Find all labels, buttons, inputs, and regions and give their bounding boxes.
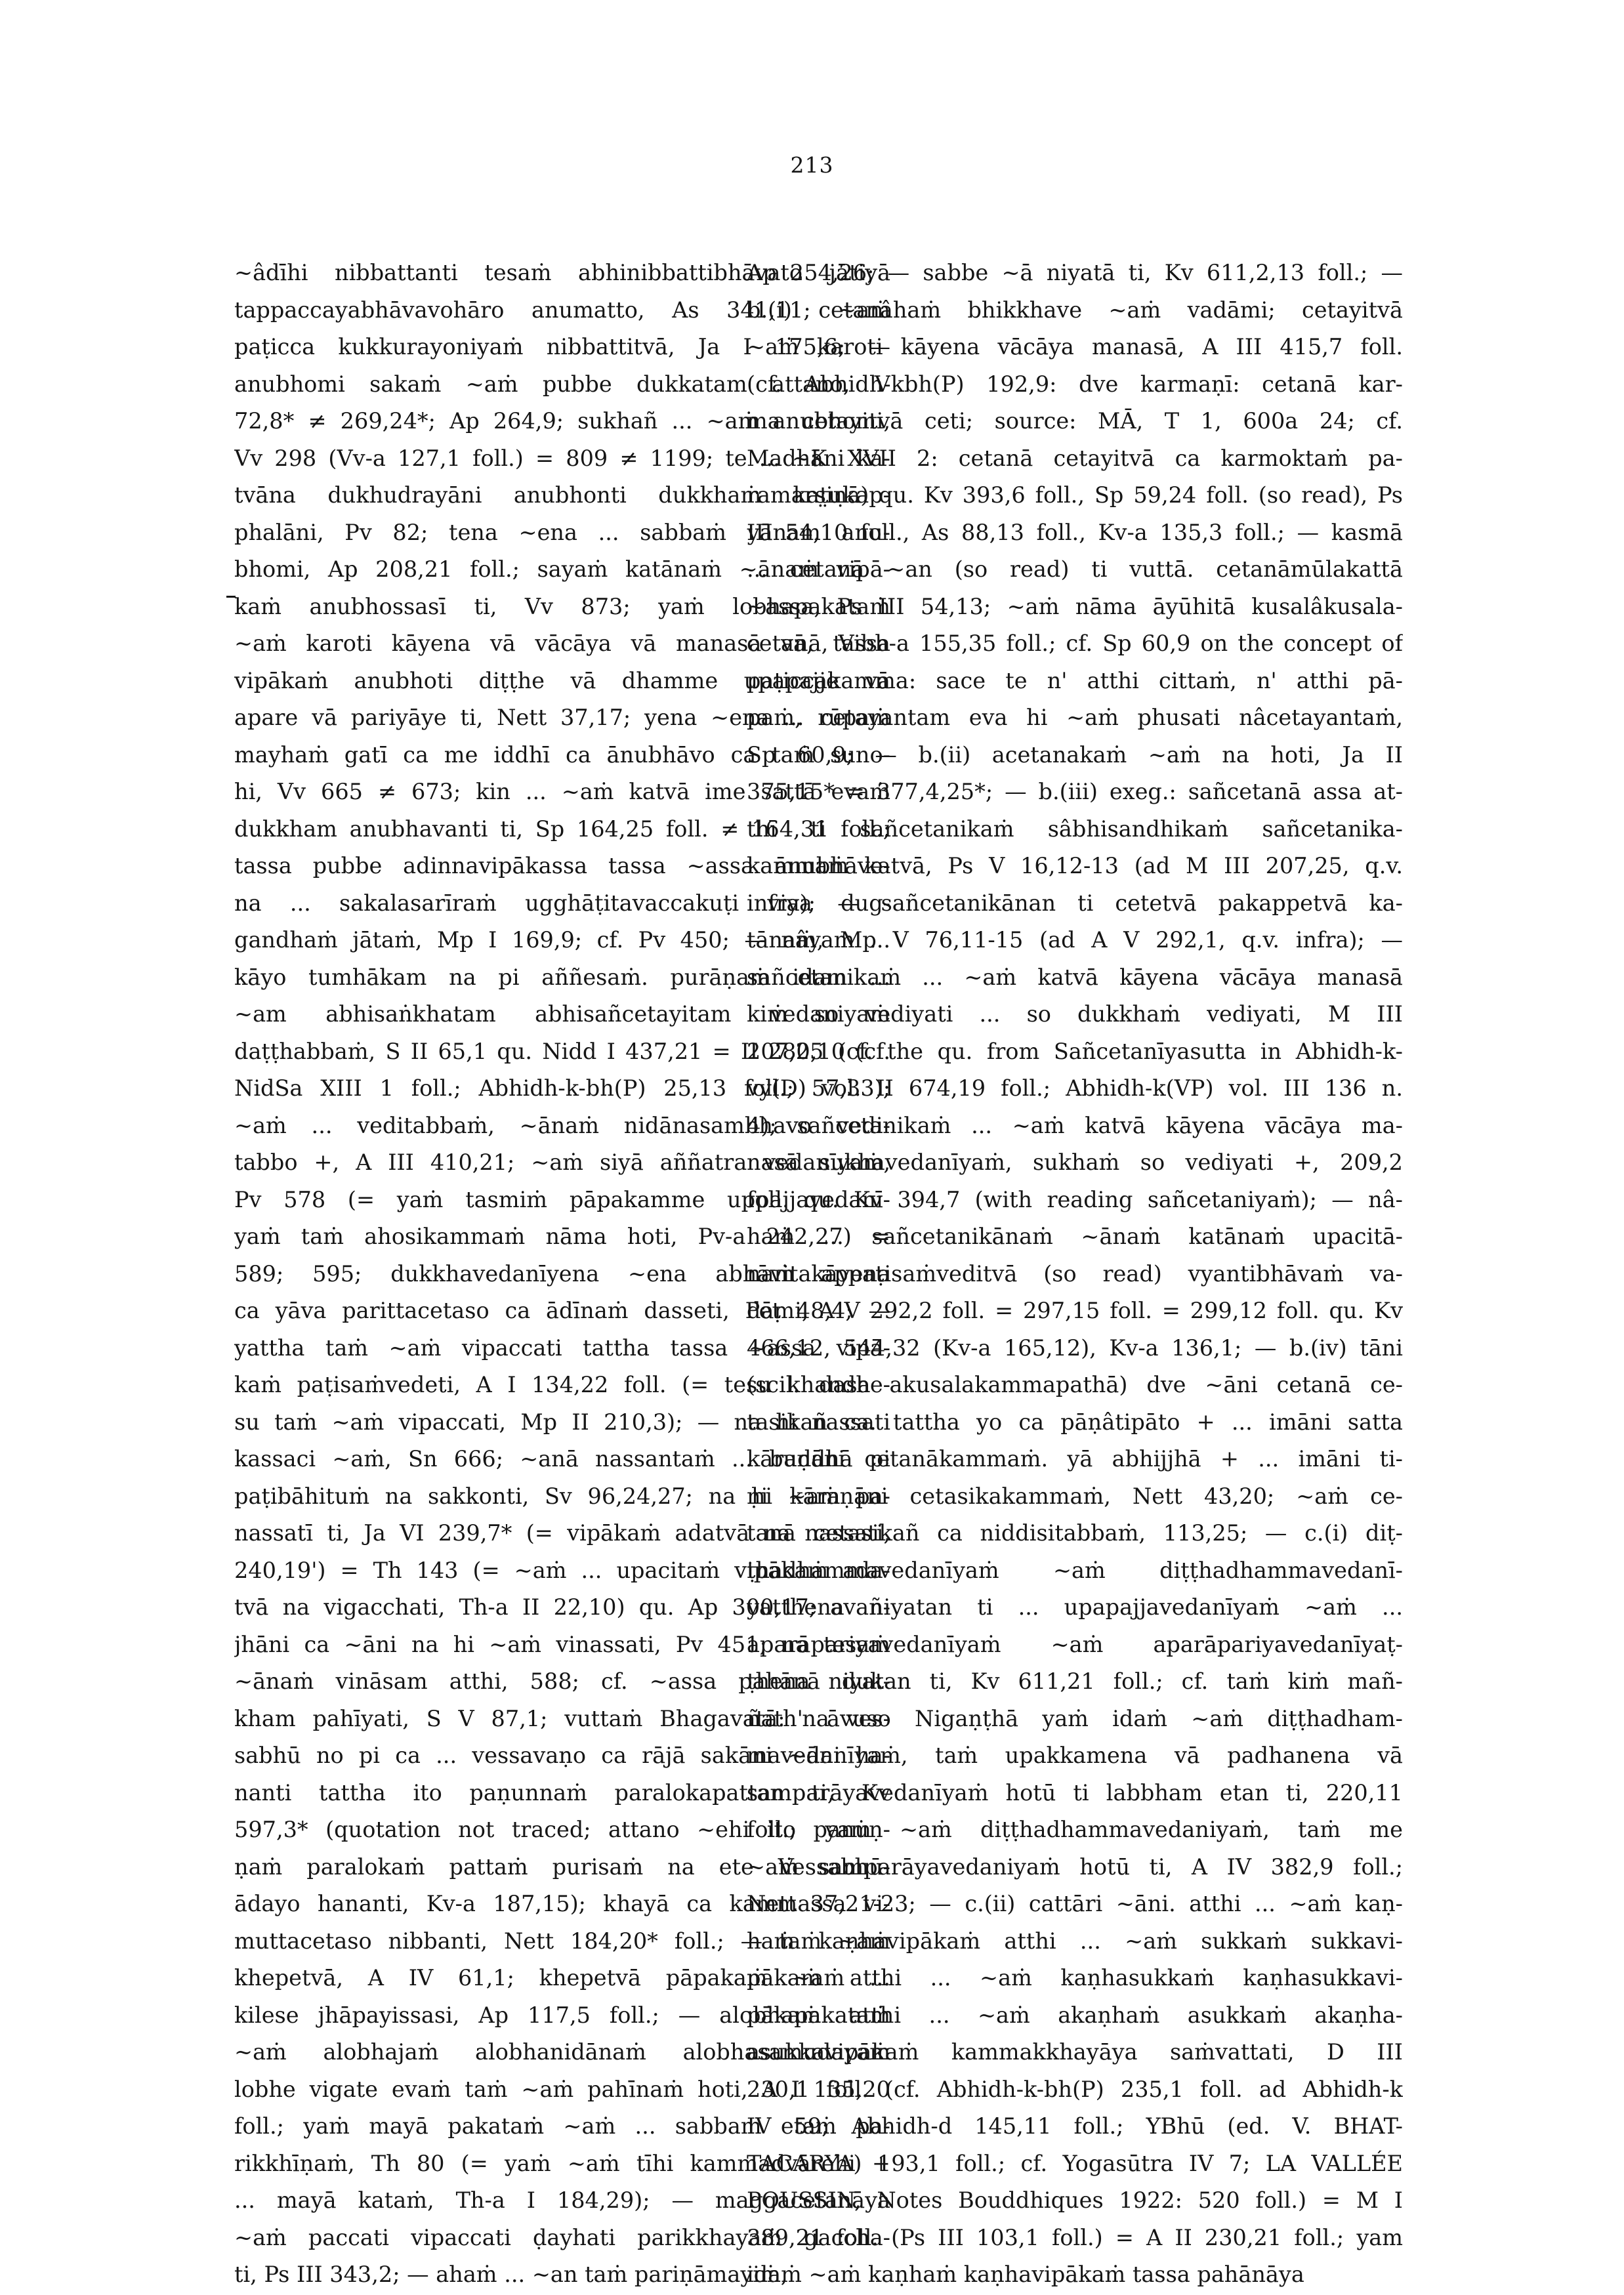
text-line: asukkavipākaṁ kammakkhayāya saṁvattati, D III <box>747 2039 1403 2065</box>
text-line: nanti tattha ito paṇunnaṁ paralokapattan ti, Kv <box>234 1779 890 1806</box>
text-line: sañcetanikaṁ ... ~aṁ katvā kāyena vācāya manasā <box>747 964 1403 990</box>
text-line: mavedanīyaṁ, taṁ upakkamena vā padhanena vā <box>747 1743 1403 1768</box>
text-line: ~âdīhi nibbattanti tesaṁ abhinibbattibhāvato jātiyā <box>234 260 890 285</box>
text-line: 597,3* (quotation not traced; attano ~ehi ito panuṇ- <box>234 1817 890 1842</box>
text-line: ~aṁ karoti kāyena vā vācāya vā manasā vā, tassa <box>234 631 890 656</box>
text-line: kammaṁ katvā, Ps V 16,12-13 (ad M III 207,25, q.v. <box>747 853 1403 879</box>
text-line: paṁ, cetayantam eva hi ~aṁ phusati nâcetayantaṁ, <box>747 705 1403 730</box>
text-line: tvā na vigacchati, Th-a II 22,10) qu. Ap 300,17; avañ- <box>234 1594 890 1620</box>
text-line: kāyo tumhākam na pi aññesaṁ. purāṇaṁ idam ... <box>234 964 890 990</box>
text-line: vy(D) vol. II 674,19 foll.; Abhidh-k(VP) vol. III 136 n. <box>747 1075 1403 1101</box>
text-line: rikkhīṇaṁ, Th 80 (= yaṁ ~aṁ tīhi kammadvārehi + <box>234 2150 890 2176</box>
text-line: foll.; yaṁ ~aṁ diṭṭhadhammavedaniyaṁ, taṁ me <box>747 1817 1403 1842</box>
text-line: 240,19') = Th 143 (= ~aṁ ... upacitaṁ vipākaṁ ada- <box>234 1557 890 1583</box>
text-line: sabhū no pi ca ... vessavaṇo ca rājā sakāni ~āni ha- <box>234 1743 890 1768</box>
text-line: tabbo +, A III 410,21; ~aṁ siyā aññatra vedanīyaṁ, <box>234 1149 890 1175</box>
text-line: 589; 595; dukkhavedanīyena ~ena abhāvitakāyena <box>234 1260 890 1287</box>
text-line: nassatī ti, Ja VI 239,7* (= vipākaṁ adatvā na nassati, <box>234 1520 890 1546</box>
text-line: ... mayā kataṁ, Th-a I 184,29); — maggacetanāya <box>234 2187 890 2213</box>
text-line: kaṁ paṭisaṁvedeti, A I 134,22 foll. (= tesu khandhe- <box>234 1372 890 1397</box>
text-line: paṭibāhituṁ na sakkonti, Sv 96,24,27; na hi ~aṁ pa- <box>234 1483 890 1509</box>
text-line: vipākaṁ anubhoti diṭṭhe vā dhamme upapajje vā <box>234 667 890 693</box>
text-line: ñath' āvuso Nigaṇṭhā yaṁ idaṁ ~aṁ diṭṭhadham- <box>747 1705 1403 1731</box>
text-line: 466,12, 544,32 (Kv-a 165,12), Kv-a 136,1; — b.(iv) tāni <box>747 1334 1403 1361</box>
text-line: dāmi, A V 292,2 foll. = 297,15 foll. = 299,12 foll. qu. Kv <box>747 1298 1403 1323</box>
text-line: pākaṁ atthi ... ~aṁ akaṇhaṁ asukkaṁ akaṇha- <box>747 2002 1403 2028</box>
text-line: ramarṣiṇā) qu. Kv 393,6 foll., Sp 59,24 foll. (so read), Ps <box>747 482 1403 508</box>
text-line: tasikañ ca. tattha yo ca pāṇâtipāto + ... imāni satta <box>747 1409 1403 1435</box>
text-line: idaṁ ~aṁ kaṇhaṁ kaṇhavipākaṁ tassa pahānāya <box>747 2262 1304 2287</box>
text-line: anubhomi sakaṁ ~aṁ pubbe dukkatam attano, V <box>234 371 890 397</box>
text-line: su taṁ ~aṁ vipaccati, Mp II 210,3); — na hi nassati <box>234 1409 890 1435</box>
text-line: phalāni, Pv 82; tena ~ena ... sabbaṁ yānam anu- <box>234 519 890 545</box>
text-line: 230,1 foll. (cf. Abhidh-k-bh(P) 235,1 foll. ad Abhidh-k <box>747 2076 1403 2102</box>
text-line: foll.; yaṁ mayā pakataṁ ~aṁ ... sabbam etaṁ pa- <box>234 2113 890 2139</box>
text-line: yaṁ taṁ ahosikammaṁ nāma hoti, Pv-a 242,27) = <box>234 1224 890 1249</box>
text-line: nasā sukhavedanīyaṁ, sukhaṁ so vediyati +, 209,2 <box>747 1149 1403 1175</box>
text-line: TACARYA) 193,1 foll.; cf. Yogasūtra IV 7; LA VALLÉE <box>747 2150 1403 2176</box>
text-line: kham pahīyati, S V 87,1; vuttaṁ Bhagavatā: na ves- <box>234 1705 890 1731</box>
text-line: aparāpariyavedanīyaṁ ~aṁ aparāpariyavedanīyaṭ- <box>747 1631 1403 1657</box>
text-line: Sp 60,9; — b.(ii) acetanakaṁ ~aṁ na hoti, Ja II <box>747 741 1403 768</box>
text-line: samparāyavedanīyaṁ hotū ti labbham etan ti, 220,11 <box>747 1779 1403 1806</box>
text-line: kassaci ~aṁ, Sn 666; ~anā nassantaṁ ... buddhā pi <box>234 1446 890 1472</box>
text-line: (scil. dasa akusalakammapathā) dve ~āni cetanā ce- <box>747 1372 1403 1397</box>
text-line: 207,25 (cf. the qu. from Sañcetanīyasutta in Abhidh-k- <box>747 1038 1403 1064</box>
text-line: gandhaṁ jātaṁ, Mp I 169,9; cf. Pv 450; — nâyam ... <box>234 927 890 953</box>
text-line: ~aṁ karoti kāyena vācāya manasā, A III 415,7 foll. <box>747 334 1403 360</box>
text-line: ṇaṁ paralokaṁ pattaṁ purisaṁ na ete Vessabhū- <box>234 1853 890 1880</box>
text-line: NidSa XIII 1 foll.; Abhidh-k-bh(P) 25,13 foll.; 57,33); <box>234 1075 890 1101</box>
text-line: ṭhena niyatan ti, Kv 611,21 foll.; cf. taṁ kiṁ mañ- <box>747 1668 1403 1694</box>
text-line: (cf. Abhidh-kbh(P) 192,9: dve karmaṇī: cetanā kar- <box>747 371 1403 397</box>
text-line: haṁ ... sañcetanikānaṁ ~ānaṁ katānaṁ upacitā- <box>747 1224 1403 1249</box>
text-line: jhāni ca ~āni na hi ~aṁ vinassati, Pv 451; na tesaṁ <box>234 1631 890 1657</box>
text-line: tānaṁ, Mp V 76,11-15 (ad A V 292,1, q.v. infra); — <box>747 927 1403 953</box>
text-line: Nett 37,21-23; — c.(ii) cattāri ~āni. atthi ... ~aṁ kaṇ- <box>747 1891 1403 1916</box>
text-line: ti, Ps III 343,2; — ahaṁ ... ~an taṁ pariṇāmayiṁ, <box>234 2262 788 2287</box>
text-line: ādayo hananti, Kv-a 187,15); khayā ca kammassa vi- <box>234 1891 890 1916</box>
text-line: III 54,10 foll., As 88,13 foll., Kv-a 135,3 foll.; — kasmā <box>747 519 1403 545</box>
text-line: ~assa, Ps III 54,13; ~aṁ nāma āyūhitā kusalâkusala- <box>747 593 1403 619</box>
text-line: khepetvā, A IV 61,1; khepetvā pāpakaṁ ~aṁ ... <box>234 1965 890 1991</box>
text-line: haṁ kaṇhavipākaṁ atthi ... ~aṁ sukkaṁ sukkavi- <box>747 1928 1403 1954</box>
text-line: muttacetaso nibbanti, Nett 184,20* foll.; — taṁ ~aṁ <box>234 1928 890 1954</box>
text-line: ca yāva parittacetaso ca ādīnaṁ dasseti, Peṭ 48,4; — <box>234 1298 890 1323</box>
text-line: infra); — sañcetanikānan ti cetetvā pakappetvā ka- <box>747 890 1403 916</box>
text-line: kiṁ so vediyati ... so dukkhaṁ vediyati, M III <box>747 1001 1403 1027</box>
text-line: tappaccayabhāvavohāro anumatto, As 341,11; ~aṁ <box>234 297 890 323</box>
text-line: b.(i) cetanâhaṁ bhikkhave ~aṁ vadāmi; cetayitvā <box>747 297 1403 323</box>
text-line: thī ti sañcetanikaṁ sâbhisandhikaṁ sañcetanika- <box>747 816 1403 842</box>
text-line: 72,8* ≠ 269,24*; Ap 264,9; sukhañ ... ~aṁ anubhomi, <box>234 408 890 434</box>
text-line: ~aṁ paccati vipaccati ḍayhati parikkhayaṁ gaccha- <box>234 2224 890 2250</box>
text-line: naṁ appaṭisaṁveditvā (so read) vyantibhāvaṁ va- <box>747 1260 1403 1287</box>
text-line: MadhK XVII 2: cetanā cetayitvā ca karmoktaṁ pa- <box>747 445 1403 471</box>
text-line: tvāna dukhudrayāni anubhonti dukkhaṁ kaṭukap- <box>234 482 890 508</box>
text-line: Vv 298 (Vv-a 127,1 foll.) = 809 ≠ 1199; te ... ~āni ka- <box>234 445 890 471</box>
text-line: foll. qu. Kv 394,7 (with reading sañcetaniyaṁ); — nâ- <box>747 1186 1403 1212</box>
text-line: POUSSIN, Notes Bouddhiques 1922: 520 foll.) = M I <box>747 2187 1403 2213</box>
text-line: tanā cetasikañ ca niddisitabbaṁ, 113,25; — c.(i) diṭ- <box>747 1520 1403 1546</box>
text-line: dukkham anubhavanti ti, Sp 164,25 foll. ≠ 164,31 foll.; <box>234 816 890 842</box>
text-line: ~aṁ ... veditabbaṁ, ~ānaṁ nidānasambhavo vedi- <box>234 1112 890 1138</box>
text-line: yatthena niyatan ti ... upapajjavedanīyaṁ ~aṁ ... <box>747 1594 1403 1620</box>
text-line: apare vā pariyāye ti, Nett 37,17; yena ~ena ... rūpaṁ <box>234 705 890 730</box>
text-line: lobhe vigate evaṁ taṁ ~aṁ pahīnaṁ hoti, A I 135,20 <box>234 2076 890 2102</box>
text-line: kilese jhāpayissasi, Ap 117,5 foll.; — alobhapakataṁ <box>234 2002 890 2028</box>
text-line: paṭicca kukkurayoniyaṁ nibbattitvā, Ja I 175,6; — <box>234 334 890 360</box>
text-line: cetanā, Vibh-a 155,35 foll.; cf. Sp 60,9 on the concept of <box>747 631 1403 656</box>
text-line: ~am abhisaṅkhatam abhisañcetayitam vedaniyaṁ <box>234 1001 890 1027</box>
text-line: kāraṇāni cetanākammaṁ. yā abhijjhā + ... imāni ti- <box>747 1446 1403 1472</box>
text-line: ṇi kāraṇāni cetasikakammaṁ, Nett 43,20; ~aṁ ce- <box>747 1483 1403 1509</box>
page-number: 213 <box>790 152 834 178</box>
text-line: Ap 254,26; — sabbe ~ā niyatā ti, Kv 611,2,13 foll.; — <box>747 260 1403 285</box>
text-line: na ... sakalasarīraṁ ugghāṭitavaccakuṭi viya dug- <box>234 890 890 916</box>
right-text-column <box>747 255 1403 2294</box>
text-line: daṭṭhabbaṁ, S II 65,1 qu. Nidd I 437,21 = II 280,10 (cf. <box>234 1038 890 1064</box>
text-line: ~ānaṁ vināsam atthi, 588; cf. ~assa pahānā duk- <box>234 1668 890 1694</box>
text-line: paṭiccakamma: sace te n' atthi cittaṁ, n' atthi pā- <box>747 667 1403 693</box>
text-line: pākaṁ atthi ... ~aṁ kaṇhasukkaṁ kaṇhasukkavi- <box>747 1965 1403 1991</box>
text-line: ṭhadhammavedanīyaṁ ~aṁ diṭṭhadhammavedanī- <box>747 1557 1403 1583</box>
text-line: tassa pubbe adinnavipākassa tassa ~assa ānubhāve- <box>234 853 890 879</box>
text-line: yattha taṁ ~aṁ vipaccati tattha tassa ~assa vipā- <box>234 1334 890 1361</box>
text-line: ~aṁ alobhajaṁ alobhanidānaṁ alobhasamudayaṁ <box>234 2039 890 2065</box>
text-line: bhomi, Ap 208,21 foll.; sayaṁ katānaṁ ~ānaṁ vipā- <box>234 556 890 582</box>
text-line: 389,21 foll. (Ps III 103,1 foll.) = A II 230,21 foll.; yam <box>747 2224 1403 2250</box>
text-line: ~aṁ samparāyavedaniyaṁ hotū ti, A IV 382,9 foll.; <box>747 1853 1403 1880</box>
text-line: hi, Vv 665 ≠ 673; kin ... ~aṁ katvā ime sattā evaṁ <box>234 779 890 804</box>
text-line: IV 59; Abhidh-d 145,11 foll.; YBhū (ed. V. BHAT- <box>747 2113 1403 2139</box>
text-line: 4); sañcetanikaṁ ... ~aṁ katvā kāyena vācāya ma- <box>747 1112 1403 1138</box>
text-line: Pv 578 (= yaṁ tasmiṁ pāpakamme uppajjavedanī- <box>234 1186 890 1212</box>
text-line: ... cetanā ~an (so read) ti vuttā. cetanāmūlakattā <box>747 556 1403 582</box>
text-line: ma cetayitvā ceti; source: MĀ, T 1, 600a 24; cf. <box>747 408 1403 434</box>
text-line: 375,15* = 377,4,25*; — b.(iii) exeg.: sañcetanā assa at- <box>747 779 1403 804</box>
text-line: mayhaṁ gatī ca me iddhī ca ānubhāvo ca taṁ suno- <box>234 741 890 768</box>
text-line: kaṁ anubhossasī ti, Vv 873; yaṁ lobhapakataṁ <box>234 593 890 619</box>
